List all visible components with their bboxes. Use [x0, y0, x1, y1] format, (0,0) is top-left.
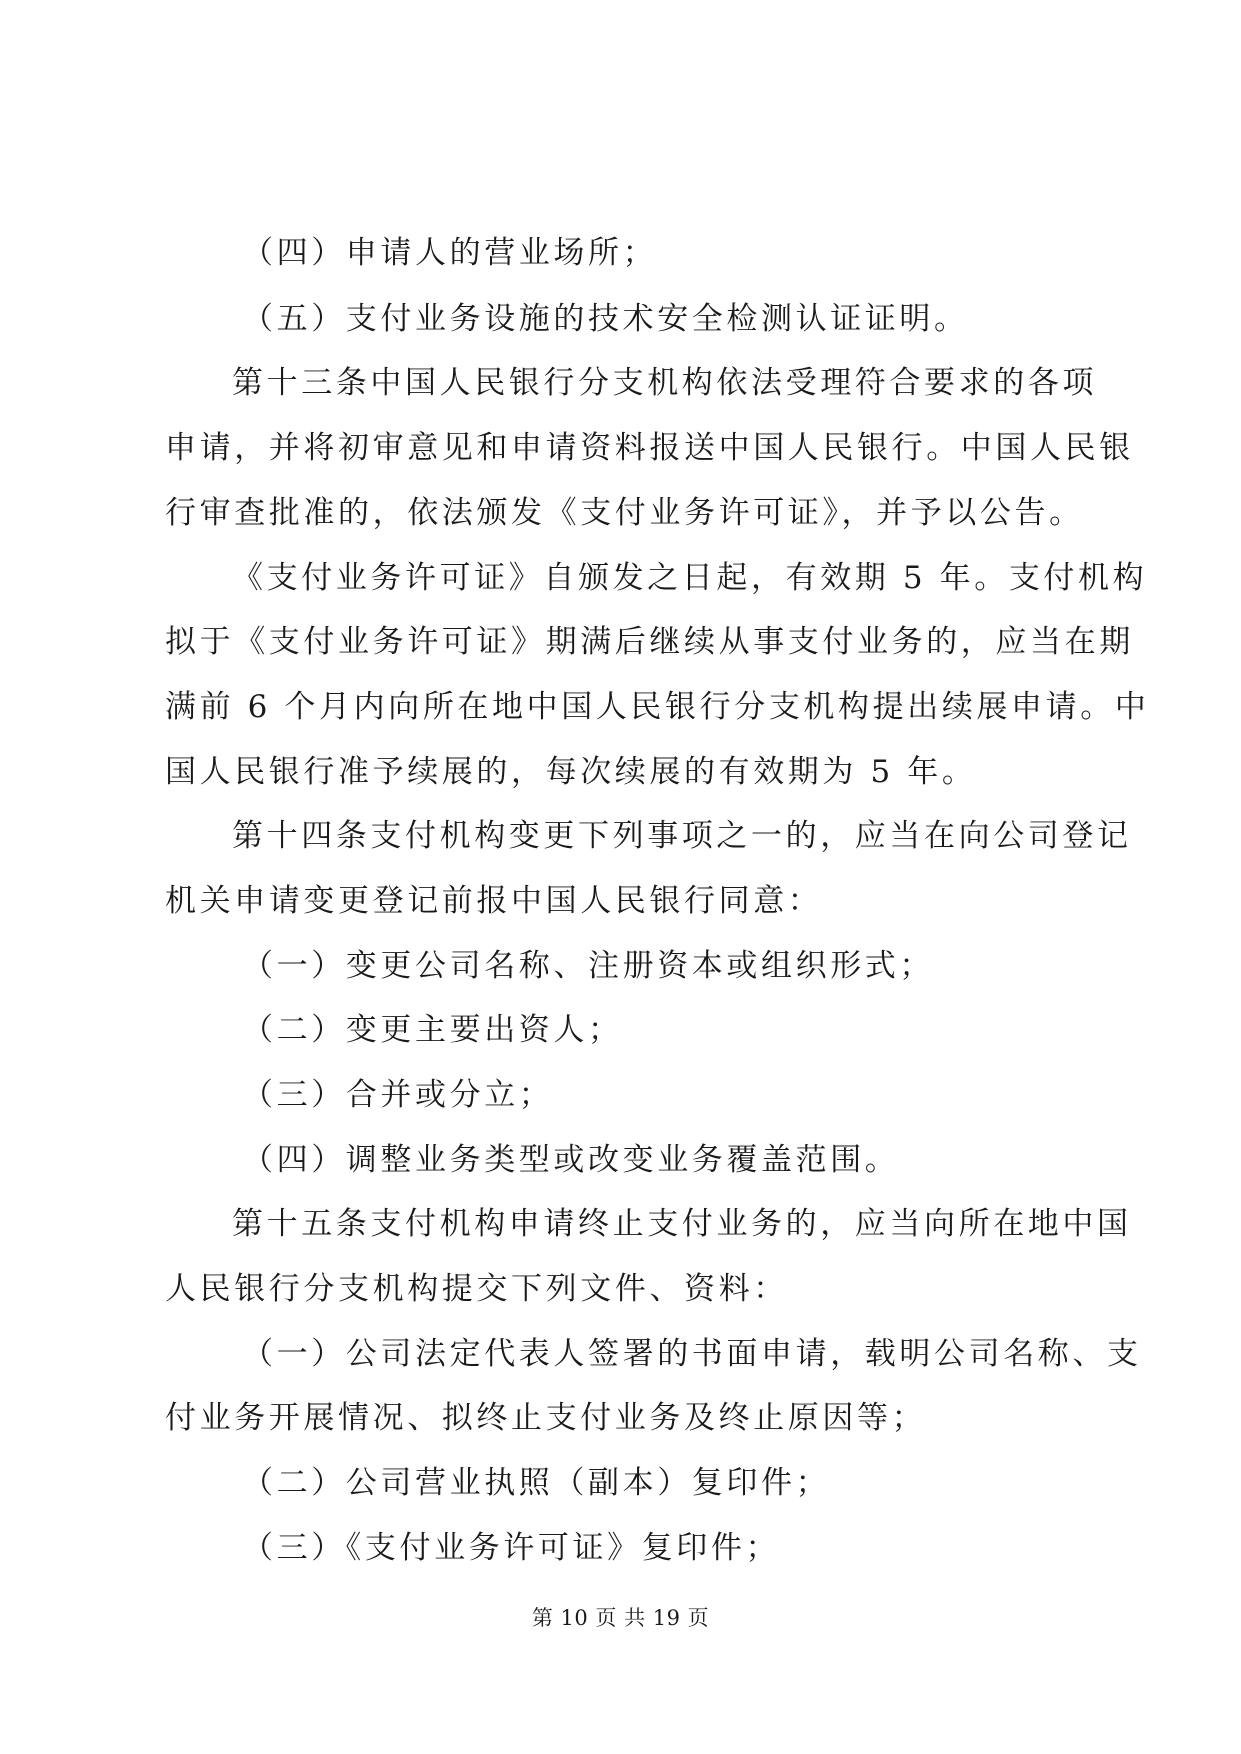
text-line: （一）公司法定代表人签署的书面申请，载明公司名称、支 [242, 1336, 1142, 1372]
text-line: （一）变更公司名称、注册资本或组织形式； [242, 948, 934, 984]
text-line: （三）合并或分立； [242, 1077, 554, 1113]
text-line: 申请，并将初审意见和申请资料报送中国人民银行。中国人民银 [165, 430, 1134, 466]
text-line: （三）《支付业务许可证》复印件； [242, 1530, 781, 1566]
text-line: （四）调整业务类型或改变业务覆盖范围。 [242, 1142, 900, 1178]
text-line: 《支付业务许可证》自颁发之日起，有效期 5 年。支付机构 [232, 560, 1148, 596]
text-line: 机关申请变更登记前报中国人民银行同意： [165, 883, 823, 919]
text-line: 行审查批准的，依法颁发《支付业务许可证》，并予以公告。 [165, 495, 1084, 531]
text-line: 付业务开展情况、拟终止支付业务及终止原因等； [165, 1400, 927, 1436]
text-line: 满前 6 个月内向所在地中国人民银行分支机构提出续展申请。中 [165, 689, 1150, 725]
text-line: 第十三条中国人民银行分支机构依法受理符合要求的各项 [232, 365, 1097, 401]
text-line: 拟于《支付业务许可证》期满后继续从事支付业务的，应当在期 [165, 624, 1134, 660]
text-line: （二）公司营业执照（副本）复印件； [242, 1465, 831, 1501]
page-number-footer: 第 10 页 共 19 页 [531, 1606, 710, 1630]
text-line: 第十四条支付机构变更下列事项之一的，应当在向公司登记 [232, 818, 1132, 854]
text-line: 国人民银行准予续展的，每次续展的有效期为 5 年。 [165, 754, 977, 790]
text-line: （二）变更主要出资人； [242, 1012, 623, 1048]
text-line: （五）支付业务设施的技术安全检测认证证明。 [242, 301, 969, 337]
text-line: 第十五条支付机构申请终止支付业务的，应当向所在地中国 [232, 1206, 1132, 1242]
text-line: 人民银行分支机构提交下列文件、资料： [165, 1271, 788, 1307]
text-line: （四）申请人的营业场所； [242, 235, 658, 271]
